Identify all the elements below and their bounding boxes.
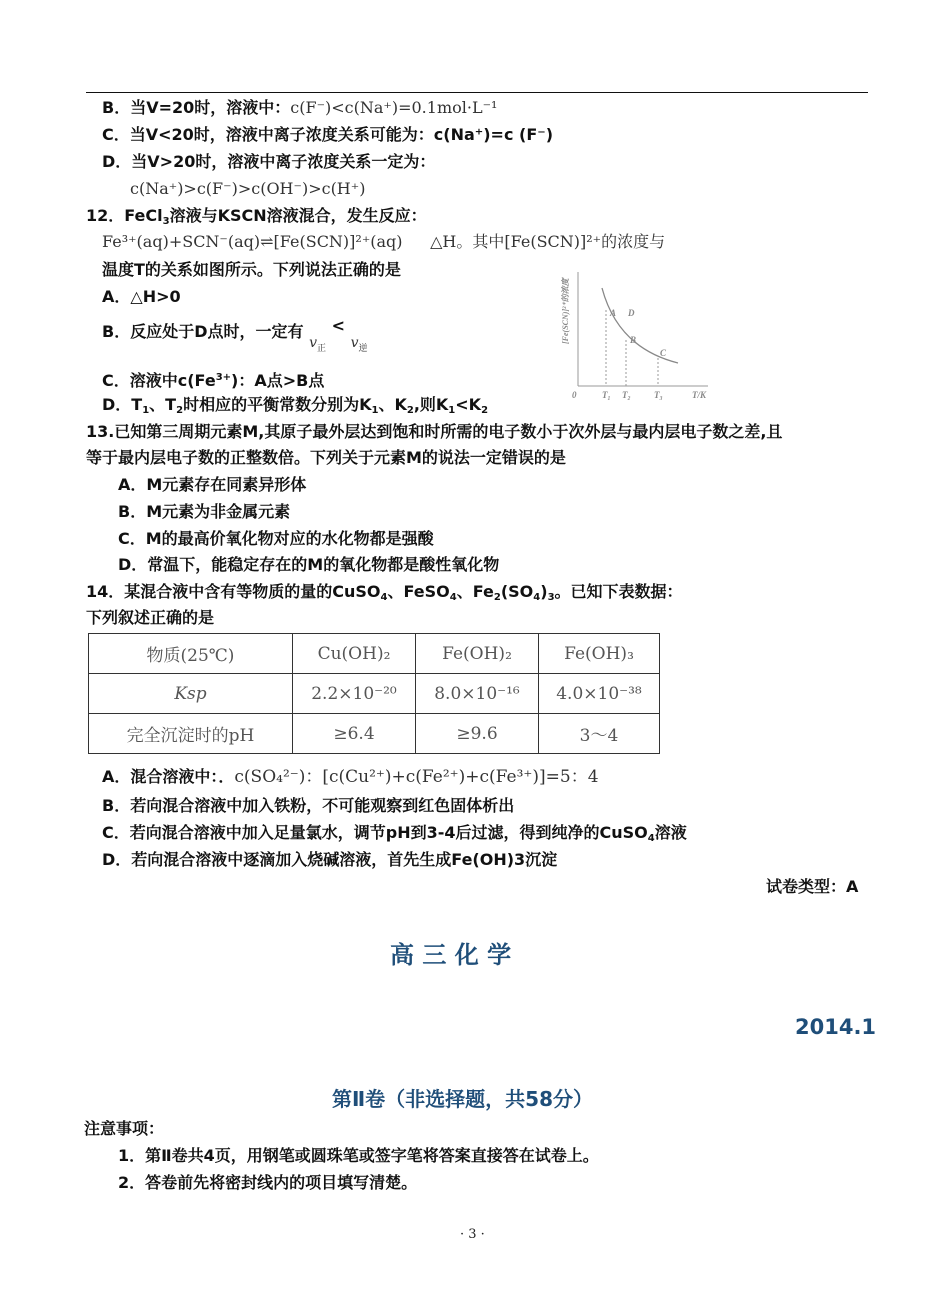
graph-tick-t1: T₁	[602, 390, 611, 400]
q11-option-b: B．当V=20时，溶液中：c(F⁻)<c(Na⁺)=0.1mol·L⁻¹	[102, 98, 498, 117]
ksp-table	[88, 633, 660, 754]
q12-option-c: C．溶液中$c(Fe^{3+})$：A点>B点	[102, 371, 325, 390]
graph-point-d: D	[628, 308, 635, 318]
table-cell: 3～4	[539, 714, 660, 754]
graph-curve	[602, 288, 678, 363]
q14-option-b: B．若向混合溶液中加入铁粉，不可能观察到红色固体析出	[102, 796, 515, 815]
notes-item: 2．答卷前先将密封线内的项目填写清楚。	[118, 1173, 418, 1192]
notes-item: 1．第Ⅱ卷共4页，用钢笔或圆珠笔或签字笔将答案直接答在试卷上。	[118, 1146, 599, 1165]
q14-option-c: C．若向混合溶液中加入足量氯水，调节pH到3-4后过滤，得到纯净的CuSO$_4$溶液	[102, 823, 687, 844]
q12-concentration-graph	[558, 268, 718, 406]
notes-heading: 注意事项：	[84, 1119, 165, 1138]
table-header-cell: Fe(OH)₃	[539, 634, 660, 674]
q12-stem-line2: 温度T的关系如图所示。下列说法正确的是	[102, 260, 401, 279]
q14-stem-line1: 14．某混合液中含有等物质的量的CuSO$_4$、FeSO$_4$、$Fe_2(SO_4)_3$。已知下表数据：	[86, 582, 683, 603]
graph-origin: 0	[572, 390, 577, 400]
q12-stem-line1: 12．FeCl$_3$溶液与KSCN溶液混合，发生反应：	[86, 206, 427, 227]
page-title: 高 三 化 学	[390, 941, 512, 969]
table-cell: 8.0×10⁻¹⁶	[416, 674, 539, 714]
page-number: · 3 ·	[460, 1227, 485, 1242]
q14-option-a: A．混合溶液中：．c(SO₄²⁻)：[c(Cu²⁺)+c(Fe²⁺)+c(Fe³⁺)]=5：4	[102, 767, 599, 787]
table-cell: 2.2×10⁻²⁰	[293, 674, 416, 714]
q11-option-c: C．当V<20时，溶液中离子浓度关系可能为：c(Na⁺)=c (F⁻)	[102, 125, 554, 144]
table-cell: ≥9.6	[416, 714, 539, 754]
header-rule	[86, 92, 868, 93]
graph-xlabel: T/K	[692, 390, 707, 400]
q12-equation	[102, 232, 665, 252]
paper-type-label: 试卷类型：A	[766, 877, 859, 896]
table-cell: ≥6.4	[293, 714, 416, 754]
table-cell: Ksp	[89, 674, 293, 714]
table-row	[89, 714, 660, 754]
q14-stem-line2: 下列叙述正确的是	[86, 608, 215, 627]
q13-option-b: B．M元素为非金属元素	[118, 502, 291, 521]
section-title: 第Ⅱ卷（非选择题，共58分）	[332, 1087, 594, 1111]
q12-equation-tail: △H。其中[Fe(SCN)]²⁺的浓度与	[430, 232, 666, 251]
q13-option-a: A．M元素存在同素异形体	[118, 475, 307, 494]
table-header-row	[89, 634, 660, 674]
graph-ylabel: [Fe(SCN)]²⁺的浓度	[561, 278, 570, 344]
q13-stem-line1: 13.已知第三周期元素M,其原子最外层达到饱和时所需的电子数小于次外层与最内层电子数之差,且	[86, 422, 783, 441]
q12-option-d: D．$T_1$、$T_2$时相应的平衡常数分别为$K_1$、$K_2$,则$K_1<K_2$	[102, 395, 489, 416]
q12-option-a: A．△H>0	[102, 287, 181, 306]
graph-tick-t3: T₃	[654, 390, 663, 400]
table-header-cell: Cu(OH)₂	[293, 634, 416, 674]
q14-option-a-formula: c(SO₄²⁻)：[c(Cu²⁺)+c(Fe²⁺)+c(Fe³⁺)]=5：4	[234, 767, 599, 787]
table-cell: 完全沉淀时的pH	[89, 714, 293, 754]
table-cell: 4.0×10⁻³⁸	[539, 674, 660, 714]
q13-option-c: C．M的最高价氧化物对应的水化物都是强酸	[118, 529, 434, 548]
q13-stem-line2: 等于最内层电子数的正整数倍。下列关于元素M的说法一定错误的是	[86, 448, 566, 467]
graph-point-b: B	[630, 335, 637, 345]
graph-point-c: C	[660, 348, 667, 358]
q13-option-d: D．常温下，能稳定存在的M的氧化物都是酸性氧化物	[118, 555, 500, 574]
q14-option-d: D．若向混合溶液中逐滴加入烧碱溶液，首先生成Fe(OH)3沉淀	[102, 850, 558, 869]
q11-option-b-formula: c(F⁻)<c(Na⁺)=0.1mol·L⁻¹	[290, 98, 498, 117]
table-row	[89, 674, 660, 714]
graph-tick-t2: T₂	[622, 390, 631, 400]
q12-option-b: B．反应处于D点时，一定有 $v_正 < v_逆$	[102, 316, 368, 354]
q12-equation-formula: Fe³⁺(aq)+SCN⁻(aq)⇌[Fe(SCN)]²⁺(aq)	[102, 232, 403, 251]
exam-date: 2014.1	[795, 1015, 877, 1039]
graph-point-a: A	[610, 308, 617, 318]
q11-option-d: D．当V>20时，溶液中离子浓度关系一定为：	[102, 152, 436, 171]
table-header-cell: 物质(25℃)	[89, 634, 293, 674]
table-header-cell: Fe(OH)₂	[416, 634, 539, 674]
q11-option-d-formula: c(Na⁺)>c(F⁻)>c(OH⁻)>c(H⁺)	[130, 179, 366, 198]
